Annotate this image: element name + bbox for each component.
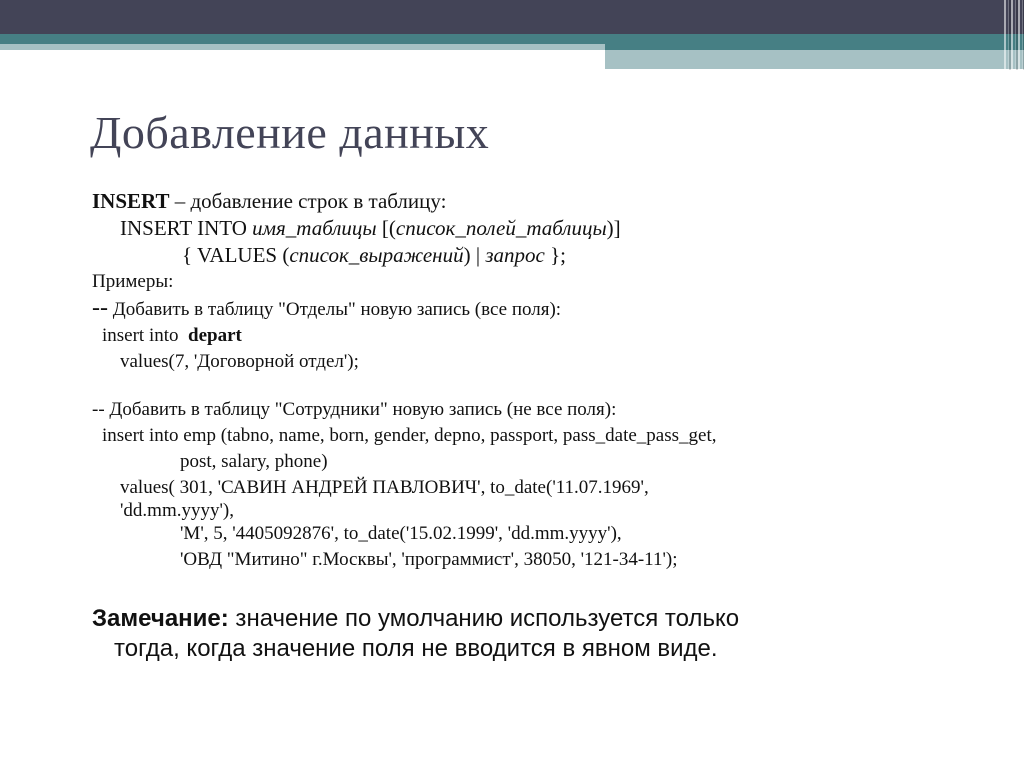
syntax-text: INSERT INTO (120, 216, 253, 240)
code-text: insert into (102, 325, 189, 346)
header-band-teal (0, 34, 1024, 44)
example2-comment: -- Добавить в таблицу "Сотрудники" новую запись (не все поля): (92, 399, 617, 420)
comment-dashes: -- (92, 295, 108, 321)
example1-comment (92, 295, 992, 323)
example2-fields-cont: post, salary, phone) (180, 451, 328, 472)
example2-insert: insert into emp (tabno, name, born, gender, depno, passport, pass_date_pass_get, (102, 425, 717, 446)
syntax-heading (92, 188, 992, 215)
syntax-line-insert-into (92, 215, 992, 242)
header-band-light-left (0, 44, 605, 50)
example2-values-2: 'dd.mm.yyyy'), (120, 500, 234, 521)
insert-keyword: INSERT (92, 189, 170, 213)
syntax-table-name: имя_таблицы (252, 216, 377, 240)
note-label: Замечание: (92, 605, 229, 632)
syntax-query: запрос (485, 243, 545, 267)
note-line-2: тогда, когда значение поля не вводится в явном виде. (114, 635, 718, 662)
header-band-light-right (605, 50, 1024, 69)
syntax-text: [( (376, 216, 396, 240)
syntax-line-values (92, 242, 992, 269)
syntax-field-list: список_полей_таблицы (395, 216, 607, 240)
syntax-text: ) | (463, 243, 486, 267)
syntax-description: – добавление строк в таблицу: (169, 189, 447, 213)
syntax-text: { VALUES ( (182, 243, 290, 267)
example2-values-3: 'M', 5, '4405092876', to_date('15.02.1999', 'dd.mm.yyyy'), (180, 523, 622, 544)
header-edge-stripes (1004, 0, 1024, 70)
syntax-text: }; (544, 243, 566, 267)
examples-label: Примеры: (92, 271, 174, 292)
header-band-dark (0, 0, 1024, 34)
slide-body (92, 188, 992, 573)
table-name-depart: depart (188, 325, 242, 346)
example1-values: values(7, 'Договорной отдел'); (120, 351, 359, 372)
note-text: значение по умолчанию используется только (228, 605, 740, 632)
syntax-text: )] (606, 216, 621, 240)
example2-values-1: values( 301, 'САВИН АНДРЕЙ ПАВЛОВИЧ', to_date('11.07.1969', (120, 477, 649, 498)
note-block (92, 604, 932, 664)
syntax-expression-list: список_выражений (289, 243, 464, 267)
comment-text: Добавить в таблицу "Отделы" новую запись (все поля): (107, 299, 562, 320)
example2-values-4: 'ОВД "Митино" г.Москвы', 'программист', 38050, '121-34-11'); (180, 549, 678, 570)
example1-insert (92, 323, 992, 349)
note-line-1 (92, 604, 932, 634)
slide-title: Добавление данных (90, 107, 490, 158)
